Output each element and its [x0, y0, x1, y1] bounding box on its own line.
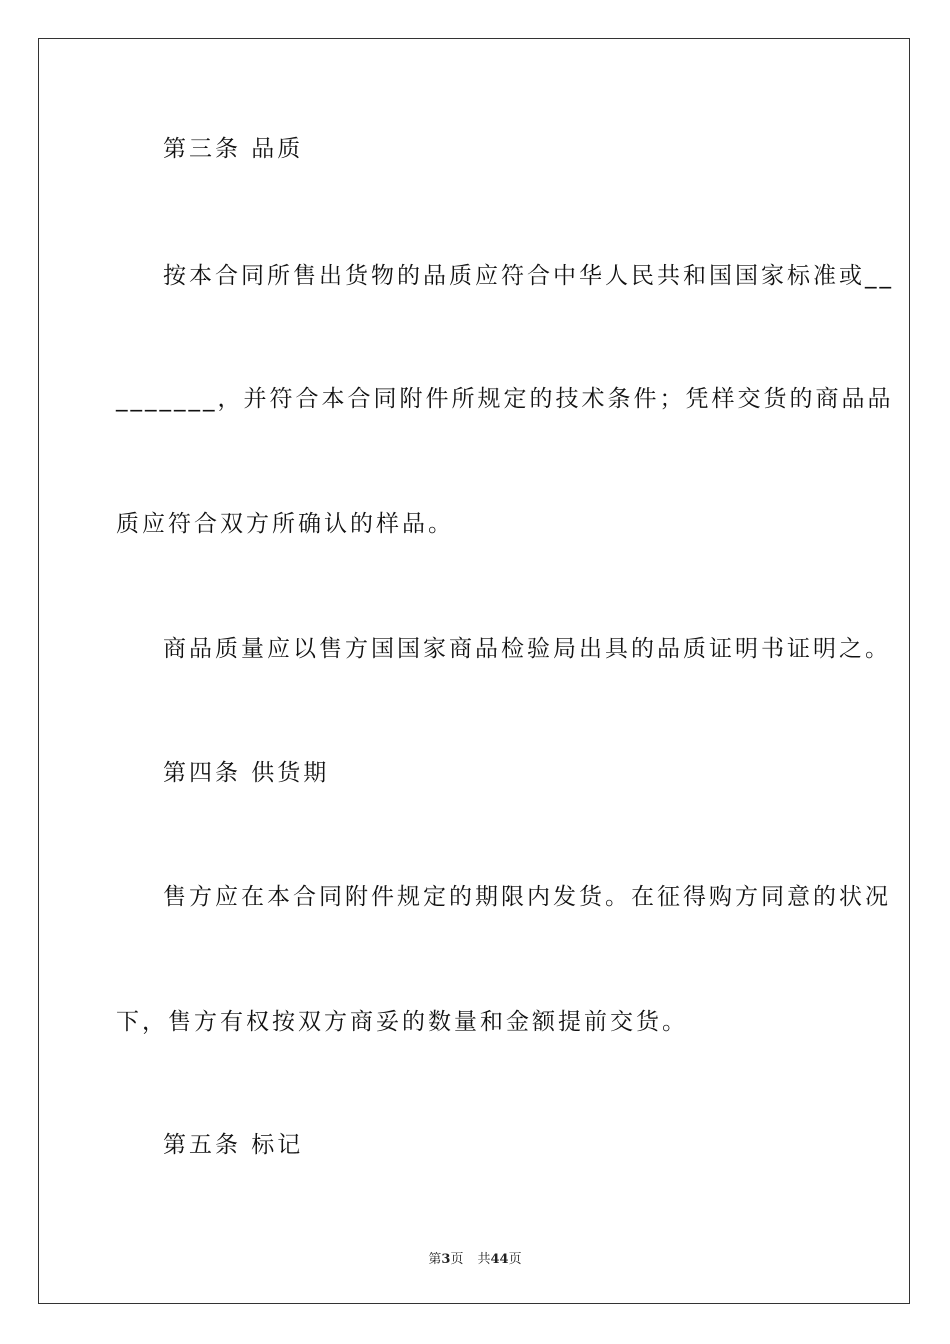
- article-4-paragraph-1-line-1: 售方应在本合同附件规定的期限内发货。在征得购方同意的状况: [163, 884, 891, 910]
- page-suffix: 页: [450, 1252, 464, 1267]
- current-page-number: 3: [441, 1252, 451, 1267]
- total-prefix: 共: [477, 1252, 491, 1267]
- total-pages-number: 44: [490, 1252, 509, 1267]
- total-suffix: 页: [508, 1252, 522, 1267]
- article-4-paragraph-1-line-2: 下，售方有权按双方商妥的数量和金额提前交货。: [116, 1009, 688, 1035]
- article-3-paragraph-1-line-2: _______，并符合本合同附件所规定的技术条件；凭样交货的商品品: [116, 386, 894, 412]
- page-prefix: 第: [428, 1252, 442, 1267]
- page-footer: [0, 1248, 950, 1267]
- article-3-heading: 第三条 品质: [163, 136, 304, 162]
- page-border: [38, 38, 910, 1304]
- article-4-heading: 第四条 供货期: [163, 760, 330, 786]
- article-3-paragraph-1-line-1: 按本合同所售出货物的品质应符合中华人民共和国国家标准或__: [163, 263, 894, 289]
- article-3-paragraph-2: 商品质量应以售方国国家商品检验局出具的品质证明书证明之。: [163, 636, 891, 662]
- article-5-heading: 第五条 标记: [163, 1132, 304, 1158]
- article-3-paragraph-1-line-3: 质应符合双方所确认的样品。: [116, 511, 454, 537]
